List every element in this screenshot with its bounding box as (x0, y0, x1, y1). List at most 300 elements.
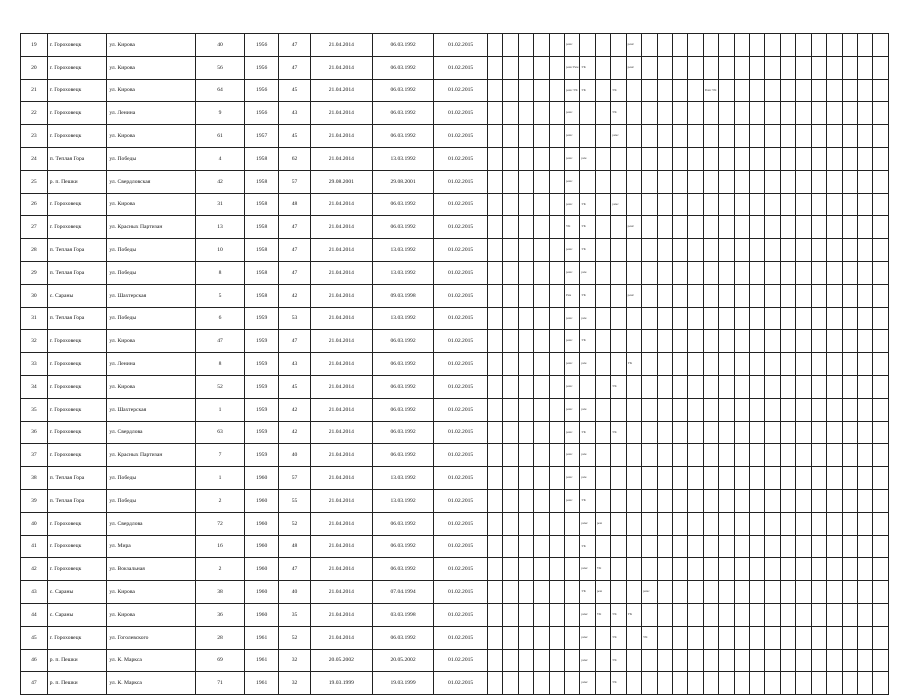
grid-cell (734, 170, 749, 193)
grid-cell (827, 581, 842, 604)
grid-cell (842, 330, 857, 353)
inspection-date-cell: 21.04.2014 (310, 603, 372, 626)
grid-cell (796, 375, 811, 398)
grid-cell (842, 672, 857, 695)
grid-cell (688, 467, 703, 490)
grid-cell (503, 56, 518, 79)
grid-cell (780, 79, 795, 102)
grid-cell (719, 284, 734, 307)
table-row (21, 307, 889, 330)
table-row (21, 581, 889, 604)
grid-cell (657, 34, 672, 57)
city-cell: г. Гороховецк (47, 512, 107, 535)
grid-cell (549, 307, 564, 330)
street-cell: ул. Шахтерская (107, 398, 195, 421)
grid-cell (657, 147, 672, 170)
update-date-cell: 01.02.2015 (434, 102, 487, 125)
grid-cell (611, 239, 626, 262)
grid-cell (857, 56, 872, 79)
grid-cell (626, 649, 641, 672)
grid-cell (734, 239, 749, 262)
update-date-cell: 01.02.2015 (434, 307, 487, 330)
registration-date-cell: 06.03.1992 (372, 626, 434, 649)
grid-cell (719, 558, 734, 581)
table-row (21, 375, 889, 398)
table-row (21, 558, 889, 581)
grid-cell (518, 421, 533, 444)
update-date-cell: 01.02.2015 (434, 261, 487, 284)
grid-cell: УК (611, 672, 626, 695)
grid-cell (688, 626, 703, 649)
grid-cell (765, 330, 780, 353)
house-number-cell: 47 (195, 330, 244, 353)
grid-cell (734, 307, 749, 330)
grid-cell (734, 672, 749, 695)
registration-date-cell: 06.03.1992 (372, 558, 434, 581)
grid-cell (688, 261, 703, 284)
grid-cell (518, 353, 533, 376)
grid-cell (672, 56, 687, 79)
grid-cell (703, 330, 718, 353)
grid-cell: ремс (564, 375, 579, 398)
grid-cell (487, 170, 502, 193)
grid-cell (503, 34, 518, 57)
grid-cell (626, 147, 641, 170)
grid-cell (734, 375, 749, 398)
build-year-cell: 1956 (245, 34, 279, 57)
grid-cell (549, 558, 564, 581)
grid-cell (719, 79, 734, 102)
update-date-cell: 01.02.2015 (434, 375, 487, 398)
grid-cell (549, 34, 564, 57)
grid-cell (703, 193, 718, 216)
grid-cell: рем (580, 467, 595, 490)
grid-cell (703, 489, 718, 512)
grid-cell (780, 444, 795, 467)
grid-cell (873, 444, 889, 467)
grid-cell (796, 216, 811, 239)
build-year-cell: 1961 (245, 649, 279, 672)
grid-cell (811, 672, 826, 695)
inspection-date-cell: 21.04.2014 (310, 398, 372, 421)
grid-cell (518, 125, 533, 148)
grid-cell (734, 581, 749, 604)
grid-cell (487, 239, 502, 262)
grid-cell (549, 261, 564, 284)
registration-date-cell: 06.03.1992 (372, 216, 434, 239)
grid-cell (611, 147, 626, 170)
grid-cell (595, 398, 610, 421)
grid-cell (734, 34, 749, 57)
city-cell: р. п. Пешки (47, 170, 107, 193)
grid-cell (750, 284, 765, 307)
grid-cell (657, 353, 672, 376)
build-year-cell: 1958 (245, 239, 279, 262)
inspection-date-cell: 21.04.2014 (310, 307, 372, 330)
street-cell: ул. Ленина (107, 353, 195, 376)
grid-cell (595, 421, 610, 444)
house-number-cell: 13 (195, 216, 244, 239)
grid-cell (765, 626, 780, 649)
grid-cell (873, 147, 889, 170)
grid-cell (518, 444, 533, 467)
update-date-cell: 01.02.2015 (434, 125, 487, 148)
grid-cell (595, 353, 610, 376)
grid-cell (657, 216, 672, 239)
street-cell: ул. Кирова (107, 330, 195, 353)
grid-cell: УК (611, 375, 626, 398)
street-cell: ул. Гоголевского (107, 626, 195, 649)
grid-cell (657, 649, 672, 672)
update-date-cell: 01.02.2015 (434, 353, 487, 376)
grid-cell (873, 307, 889, 330)
grid-cell (503, 375, 518, 398)
registration-date-cell: 19.03.1999 (372, 672, 434, 695)
grid-cell: УК (611, 421, 626, 444)
grid-cell (672, 512, 687, 535)
grid-cell (672, 444, 687, 467)
grid-cell (750, 603, 765, 626)
grid-cell (564, 672, 579, 695)
grid-cell (703, 284, 718, 307)
grid-cell (518, 56, 533, 79)
grid-cell (765, 512, 780, 535)
grid-cell (857, 535, 872, 558)
street-cell: ул. Красных Партизан (107, 216, 195, 239)
grid-cell (503, 398, 518, 421)
grid-cell (765, 170, 780, 193)
grid-cell (657, 444, 672, 467)
grid-cell (534, 649, 549, 672)
wear-percent-cell: 40 (279, 444, 311, 467)
house-number-cell: 40 (195, 34, 244, 57)
registration-date-cell: 06.03.1992 (372, 512, 434, 535)
grid-cell (765, 535, 780, 558)
grid-cell (873, 125, 889, 148)
grid-cell (873, 649, 889, 672)
inspection-date-cell: 21.04.2014 (310, 284, 372, 307)
registration-date-cell: 13.03.1992 (372, 307, 434, 330)
grid-cell (549, 489, 564, 512)
grid-cell (811, 216, 826, 239)
grid-cell (796, 79, 811, 102)
grid-cell (503, 421, 518, 444)
inspection-date-cell: 21.04.2014 (310, 535, 372, 558)
grid-cell (672, 79, 687, 102)
table-row (21, 193, 889, 216)
grid-cell (518, 467, 533, 490)
grid-cell (642, 398, 657, 421)
grid-cell (595, 626, 610, 649)
grid-cell (518, 398, 533, 421)
grid-cell: ремс (564, 330, 579, 353)
grid-cell (626, 193, 641, 216)
grid-cell (503, 102, 518, 125)
grid-cell (549, 284, 564, 307)
grid-cell (827, 193, 842, 216)
street-cell: ул. Победы (107, 147, 195, 170)
inspection-date-cell: 21.04.2014 (310, 79, 372, 102)
grid-cell: ремс (564, 193, 579, 216)
grid-cell (518, 193, 533, 216)
grid-cell (503, 216, 518, 239)
grid-cell (796, 34, 811, 57)
grid-cell: УК (626, 353, 641, 376)
house-number-cell: 8 (195, 261, 244, 284)
grid-cell (842, 239, 857, 262)
build-year-cell: 1958 (245, 261, 279, 284)
grid-cell (487, 34, 502, 57)
grid-cell (765, 421, 780, 444)
house-number-cell: 9 (195, 102, 244, 125)
grid-cell (688, 375, 703, 398)
grid-cell (827, 56, 842, 79)
grid-cell (580, 102, 595, 125)
grid-cell (657, 535, 672, 558)
table-row (21, 284, 889, 307)
grid-cell: ремс (564, 467, 579, 490)
wear-percent-cell: 32 (279, 672, 311, 695)
grid-cell (750, 216, 765, 239)
grid-cell (719, 672, 734, 695)
grid-cell (719, 307, 734, 330)
grid-cell (518, 102, 533, 125)
city-cell: г. Гороховецк (47, 535, 107, 558)
house-number-cell: 28 (195, 626, 244, 649)
grid-cell (626, 512, 641, 535)
grid-cell (765, 398, 780, 421)
row-number: 23 (21, 125, 48, 148)
grid-cell (503, 512, 518, 535)
street-cell: ул. Кирова (107, 79, 195, 102)
grid-cell (580, 34, 595, 57)
grid-cell (719, 56, 734, 79)
house-number-cell: 38 (195, 581, 244, 604)
table-row (21, 672, 889, 695)
row-number: 44 (21, 603, 48, 626)
grid-cell (580, 375, 595, 398)
grid-cell: ремс (564, 489, 579, 512)
grid-cell: ремс (564, 421, 579, 444)
grid-cell (688, 239, 703, 262)
grid-cell: УК (580, 56, 595, 79)
grid-cell (549, 444, 564, 467)
grid-cell (734, 535, 749, 558)
street-cell: ул. Свердлова (107, 421, 195, 444)
grid-cell (487, 216, 502, 239)
wear-percent-cell: 35 (279, 603, 311, 626)
grid-cell (719, 353, 734, 376)
grid-cell (657, 239, 672, 262)
grid-cell (873, 603, 889, 626)
wear-percent-cell: 47 (279, 216, 311, 239)
wear-percent-cell: 53 (279, 307, 311, 330)
grid-cell (642, 558, 657, 581)
registration-date-cell: 29.08.2001 (372, 170, 434, 193)
grid-cell: рем (580, 147, 595, 170)
grid-cell (642, 102, 657, 125)
grid-cell (611, 581, 626, 604)
grid-cell (796, 193, 811, 216)
grid-cell (688, 444, 703, 467)
update-date-cell: 01.02.2015 (434, 284, 487, 307)
grid-cell (703, 626, 718, 649)
grid-cell (703, 307, 718, 330)
city-cell: р. п. Пешки (47, 649, 107, 672)
grid-cell (719, 626, 734, 649)
grid-cell (811, 170, 826, 193)
grid-cell (688, 125, 703, 148)
grid-cell (626, 626, 641, 649)
grid-cell (873, 284, 889, 307)
build-year-cell: 1959 (245, 375, 279, 398)
city-cell: г. Гороховецк (47, 56, 107, 79)
wear-percent-cell: 42 (279, 421, 311, 444)
grid-cell (595, 34, 610, 57)
grid-cell (595, 147, 610, 170)
grid-cell (796, 626, 811, 649)
table-row (21, 353, 889, 376)
grid-cell (688, 672, 703, 695)
grid-cell (626, 125, 641, 148)
grid-cell (734, 125, 749, 148)
grid-cell (719, 239, 734, 262)
grid-cell (734, 147, 749, 170)
grid-cell (642, 535, 657, 558)
build-year-cell: 1961 (245, 626, 279, 649)
row-number: 31 (21, 307, 48, 330)
grid-cell (657, 261, 672, 284)
grid-cell (688, 558, 703, 581)
house-number-cell: 71 (195, 672, 244, 695)
grid-cell (611, 398, 626, 421)
grid-cell (811, 489, 826, 512)
update-date-cell: 01.02.2015 (434, 489, 487, 512)
grid-cell (719, 102, 734, 125)
grid-cell (719, 649, 734, 672)
grid-cell (672, 193, 687, 216)
update-date-cell: 01.02.2015 (434, 34, 487, 57)
grid-cell (487, 444, 502, 467)
grid-cell (672, 467, 687, 490)
grid-cell (811, 353, 826, 376)
grid-cell (672, 307, 687, 330)
grid-cell (842, 535, 857, 558)
grid-cell (734, 56, 749, 79)
grid-cell (642, 649, 657, 672)
city-cell: г. Гороховецк (47, 375, 107, 398)
street-cell: ул. Свердлова (107, 512, 195, 535)
grid-cell (657, 421, 672, 444)
grid-cell (626, 581, 641, 604)
grid-cell (518, 649, 533, 672)
grid-cell (719, 34, 734, 57)
grid-cell (626, 261, 641, 284)
registration-date-cell: 20.05.2002 (372, 649, 434, 672)
grid-cell (487, 603, 502, 626)
grid-cell: рем (580, 261, 595, 284)
grid-cell (534, 672, 549, 695)
grid-cell (642, 444, 657, 467)
grid-cell (765, 284, 780, 307)
grid-cell: УК (580, 79, 595, 102)
grid-cell (873, 489, 889, 512)
grid-cell (842, 79, 857, 102)
grid-cell (827, 535, 842, 558)
grid-cell (750, 102, 765, 125)
street-cell: ул. Победы (107, 307, 195, 330)
grid-cell (564, 626, 579, 649)
grid-cell (595, 489, 610, 512)
grid-cell (626, 170, 641, 193)
grid-cell (503, 489, 518, 512)
wear-percent-cell: 45 (279, 375, 311, 398)
grid-cell (549, 125, 564, 148)
table-row (21, 649, 889, 672)
row-number: 25 (21, 170, 48, 193)
grid-cell (534, 125, 549, 148)
grid-cell (734, 102, 749, 125)
grid-cell (811, 102, 826, 125)
grid-cell (857, 444, 872, 467)
grid-cell: ремс (564, 398, 579, 421)
grid-cell (750, 489, 765, 512)
build-year-cell: 1960 (245, 558, 279, 581)
house-number-cell: 36 (195, 603, 244, 626)
grid-cell (703, 102, 718, 125)
grid-cell (549, 581, 564, 604)
grid-cell (780, 353, 795, 376)
update-date-cell: 01.02.2015 (434, 558, 487, 581)
build-year-cell: 1960 (245, 489, 279, 512)
grid-cell (688, 581, 703, 604)
grid-cell (487, 649, 502, 672)
grid-cell (642, 239, 657, 262)
grid-cell: ремс (580, 626, 595, 649)
grid-cell (642, 34, 657, 57)
grid-cell (642, 261, 657, 284)
grid-cell (750, 79, 765, 102)
grid-cell (873, 626, 889, 649)
grid-cell (873, 512, 889, 535)
grid-cell: рем (580, 307, 595, 330)
grid-cell: рем (595, 512, 610, 535)
grid-cell (842, 375, 857, 398)
grid-cell (534, 330, 549, 353)
grid-cell (688, 330, 703, 353)
wear-percent-cell: 43 (279, 102, 311, 125)
grid-cell (672, 353, 687, 376)
street-cell: ул. Кирова (107, 34, 195, 57)
grid-cell (873, 353, 889, 376)
city-cell: п. Теплая Гора (47, 239, 107, 262)
grid-cell (703, 375, 718, 398)
grid-cell (595, 672, 610, 695)
grid-cell (765, 34, 780, 57)
grid-cell (750, 147, 765, 170)
grid-cell (534, 535, 549, 558)
grid-cell (750, 34, 765, 57)
grid-cell (549, 649, 564, 672)
grid-cell (503, 672, 518, 695)
grid-cell: ремс (564, 102, 579, 125)
row-number: 29 (21, 261, 48, 284)
grid-cell (873, 581, 889, 604)
house-number-cell: 2 (195, 489, 244, 512)
grid-cell (796, 170, 811, 193)
inspection-date-cell: 21.04.2014 (310, 512, 372, 535)
wear-percent-cell: 42 (279, 398, 311, 421)
